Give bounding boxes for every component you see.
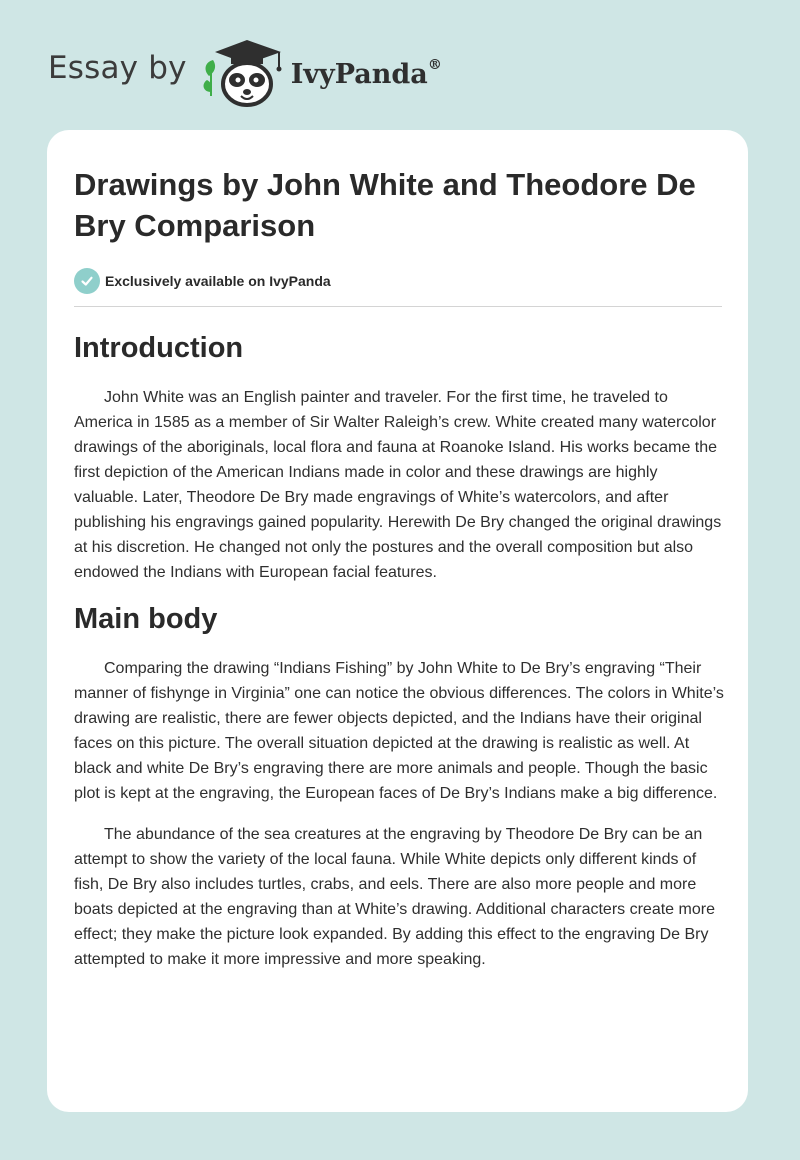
site-header bbox=[48, 34, 442, 110]
section-heading-main-body: Main body bbox=[74, 603, 218, 635]
paragraph: Comparing the drawing “Indians Fishing” by John White to De Bry’s engraving “Their manner of fishynge in Virginia” one can notice the obvious differences. The colors in White’s drawing are realistic, there are fewer objects depicted, and the Indians have their original faces on this picture. The overall situation depicted at the drawing is realistic as well. At black and white De Bry’s engraving there are more animals and people. Though the basic plot is kept at the engraving, the European faces of De Bry’s Indians make a big difference. bbox=[74, 660, 724, 802]
brand-name-text: IvyPanda bbox=[290, 58, 428, 90]
paragraph: The abundance of the sea creatures at the engraving by Theodore De Bry can be an attempt to show the variety of the local fauna. While White depicts only different kinds of fish, De Bry also includes turtles, crabs, and eels. There are also more people and more boats depicted at the engraving than at White’s drawing. Additional characters create more effect; they make the picture look expanded. By adding this effect to the engraving De Bry attempted to make it more impressive and more speaking. bbox=[74, 826, 715, 968]
checkmark-icon bbox=[80, 274, 94, 288]
essay-card bbox=[47, 130, 748, 1112]
essay-by-label: Essay by bbox=[48, 50, 187, 86]
badge-text: Exclusively available on IvyPanda bbox=[105, 272, 331, 289]
exclusive-badge bbox=[74, 267, 724, 294]
essay-title: Drawings by John White and Theodore De Bry Comparison bbox=[74, 167, 696, 243]
brand-name bbox=[290, 56, 442, 90]
panda-graduate-icon bbox=[199, 34, 289, 110]
ivypanda-logo[interactable] bbox=[199, 34, 442, 110]
check-circle-icon bbox=[74, 268, 100, 294]
registered-mark: ® bbox=[427, 56, 442, 73]
divider bbox=[74, 306, 722, 307]
paragraph: John White was an English painter and traveler. For the first time, he traveled to America in 1585 as a member of Sir Walter Raleigh’s crew. White created many watercolor drawings of the aboriginals, local flora and fauna at Roanoke Island. His works became the first depiction of the American Indians made in color and these drawings are highly valuable. Later, Theodore De Bry made engravings of White’s watercolors, and after publishing his engravings gained popularity. Herewith De Bry changed the original drawings at his discretion. He changed not only the postures and the overall composition but also endowed the Indians with European facial features. bbox=[74, 389, 722, 581]
essay-content bbox=[74, 164, 724, 972]
section-heading-introduction: Introduction bbox=[74, 332, 244, 364]
